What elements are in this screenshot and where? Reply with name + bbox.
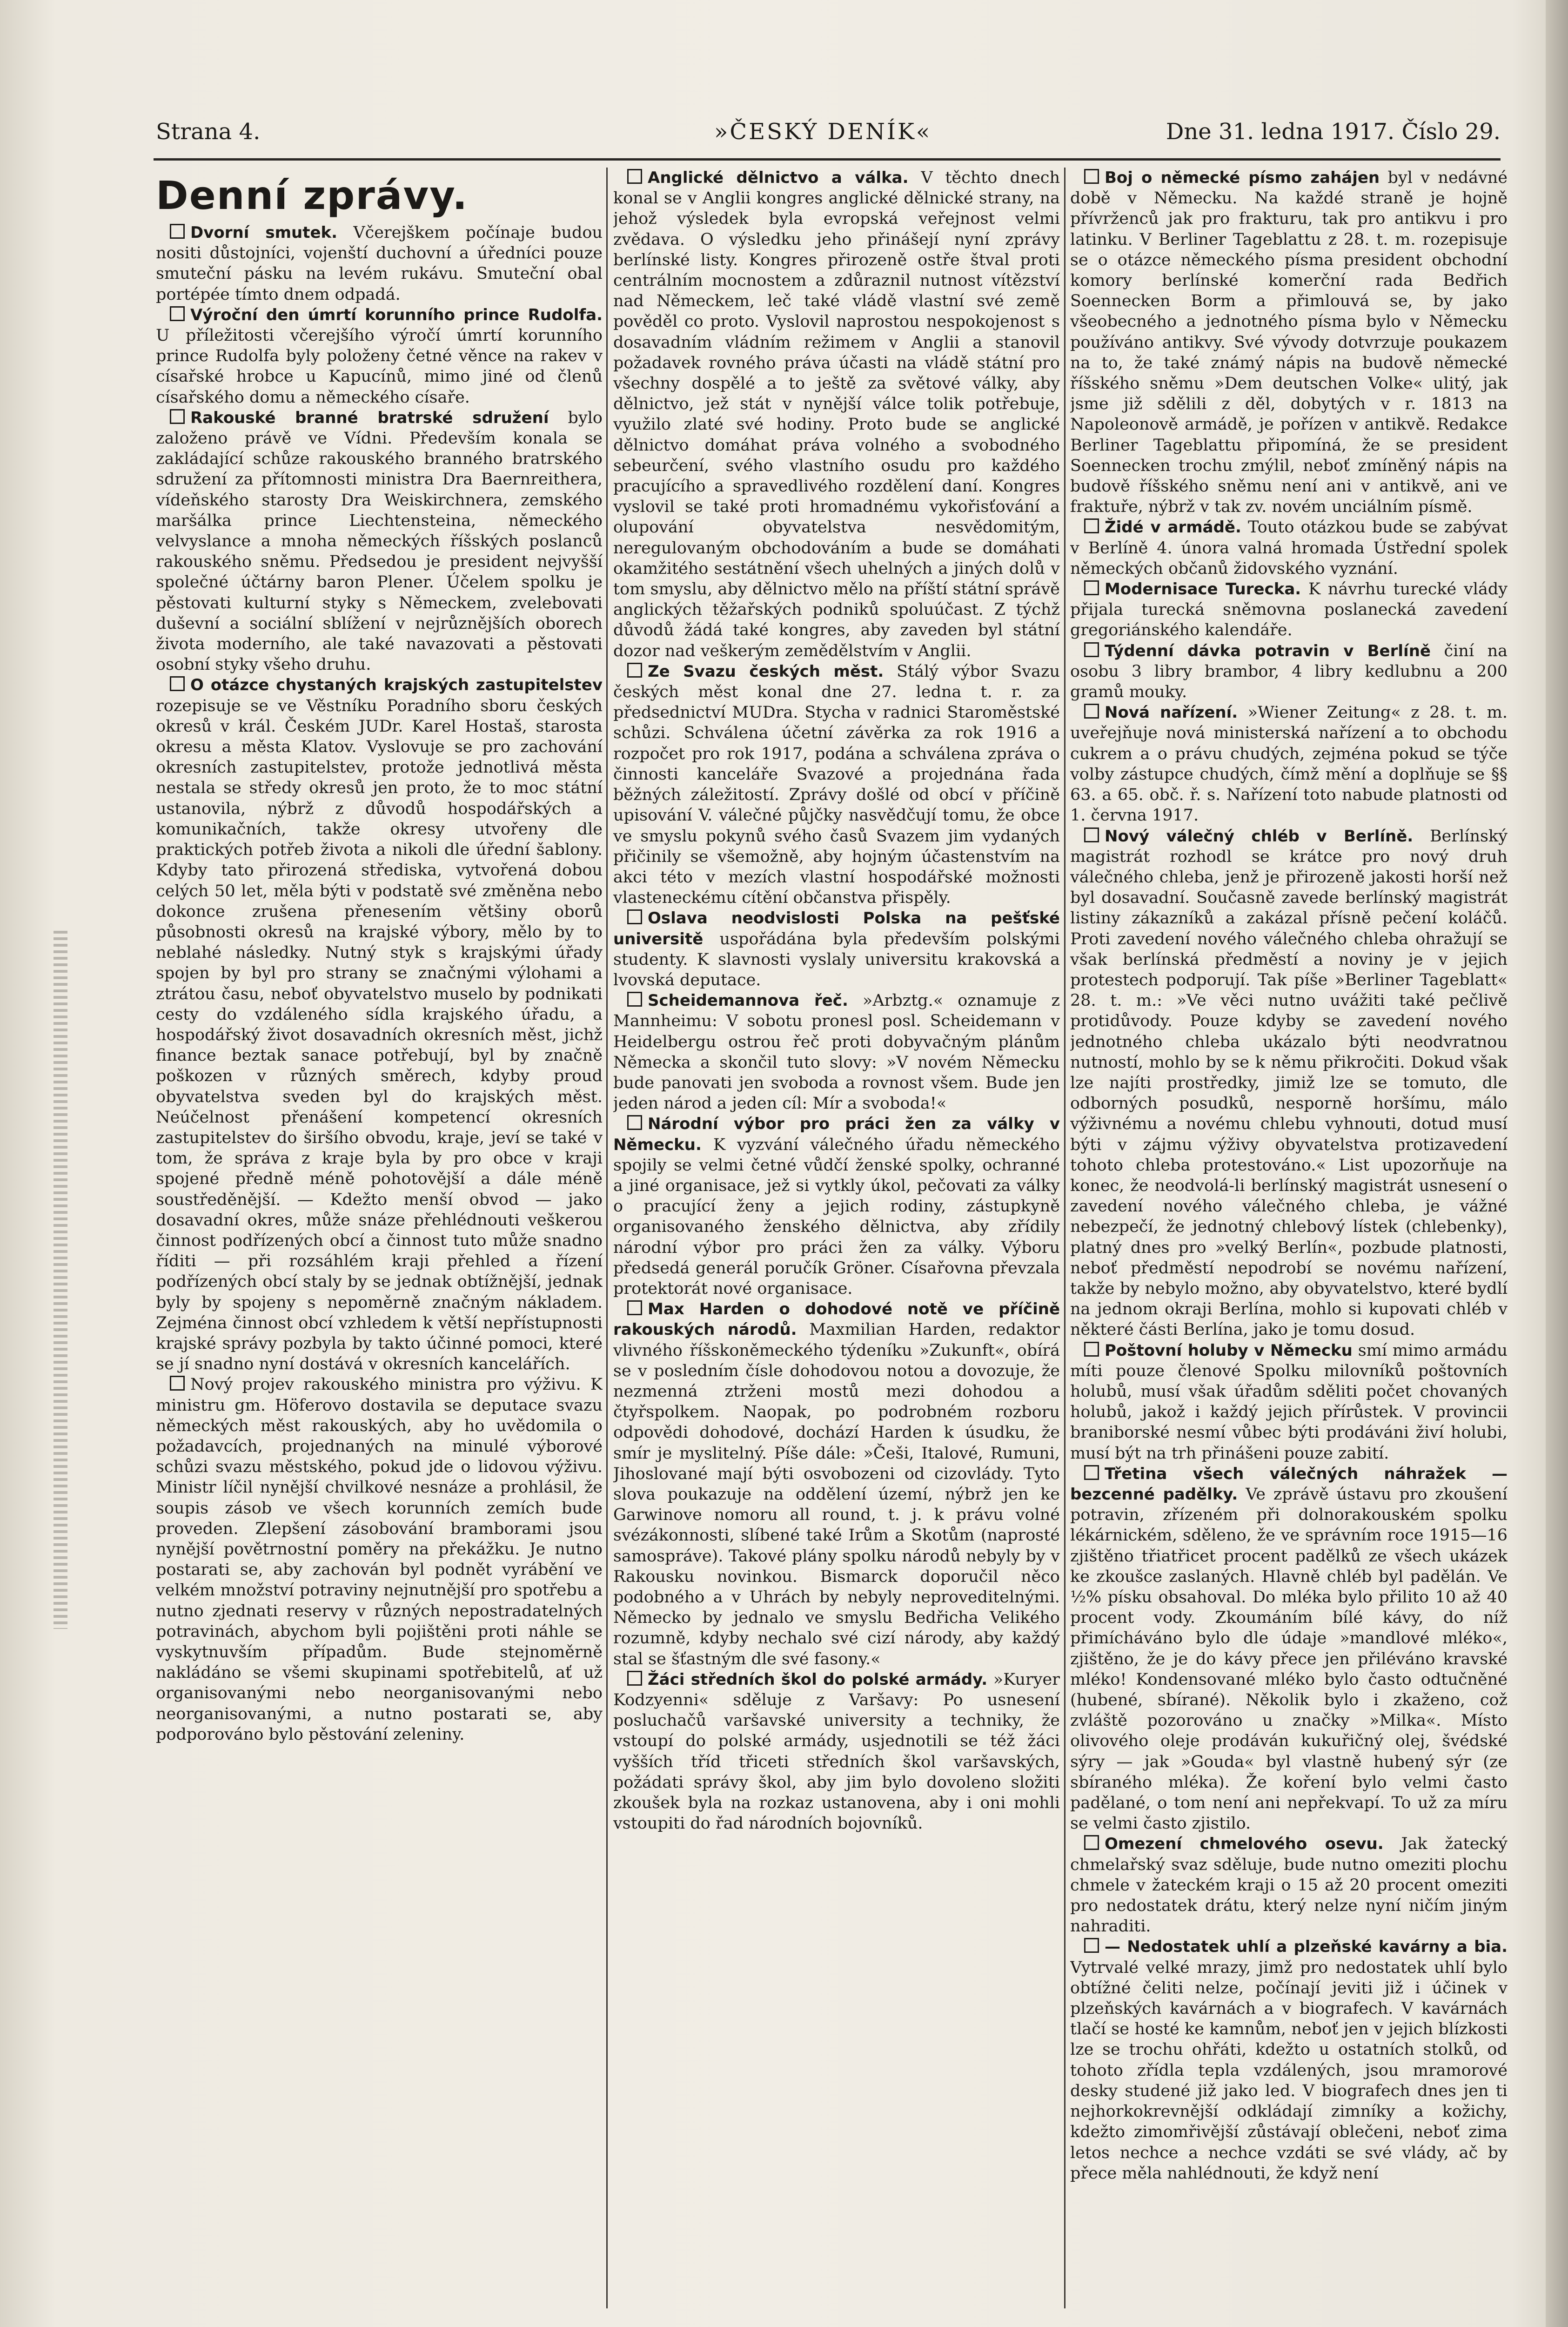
article-item xyxy=(1070,1464,1508,1834)
article-title: Nový válečný chléb v Berlíně. xyxy=(1105,827,1414,846)
article-item xyxy=(1070,826,1508,1340)
article-item xyxy=(156,675,603,1374)
article-title: Boj o německé písmo zahájen xyxy=(1105,168,1380,187)
page-edge-damage xyxy=(54,931,67,1629)
article-title: Třetina všech válečných náhražek — bezcenné padělky. xyxy=(1070,1464,1508,1504)
article-text: činí na osobu 3 libry brambor, 4 libry kedlubnu a 200 gramů mouky. xyxy=(1070,641,1508,702)
article-text: U příležitosti včerejšího výročí úmrtí korunního prince Rudolfa byly položeny četné věnce na rakev v císařské hrobce u Kapucínů, mimo jiné od členů císařského domu a německého císaře. xyxy=(156,326,603,407)
article-title: Rakouské branné bratrské sdružení xyxy=(190,408,549,427)
article-text: »Wiener Zeitung« z 28. t. m. uveřejňuje nová ministerská nařízení a to obchodu cukrem a o právu chudých, zejména pokud se týče volby zástupce chudých, čímž mění a doplňuje se §§ 63. a 65. obč. ř. s. Nařízení toto nabude platnosti od 1. června 1917. xyxy=(1070,703,1508,825)
article-title: Nová nařízení. xyxy=(1105,703,1238,722)
article-text: Berlínský magistrát rozhodl se krátce pro nový druh válečného chleba, jenž je přirozeně jakosti horší než byl dosavadní. Současně zavede berlínský magistrát listiny zákazníků a zakázal přísně pečení koláčů. Proti zavedení nového válečného chleba ohražují se však berlínská předměstí a noviny je v jejich protestech podporují. Tak píše »Berliner Tageblatt« 28. t. m.: »Ve věci nutno uvážiti také pečlivě protidůvody. Pouze kdyby se zavedení nového jednotného chleba ukázalo býti neodvratnou nutností, mohlo by se k němu přikročiti. Dokud však lze najíti prostředky, jimiž lze se tomuto, dle odborných posudků, nesporně horšímu, málo výživnému a novému chlebu vyhnouti, dotud musí býti v zájmu výživy obyvatelstva protizavedení tohoto chleba protestováno.« List upozorňuje na konec, že neodvolá-li berlínský magistrát usnesení o zavedení nového válečného chleba, je vážné nebezpečí, že jednotný chlebový lístek (chlebenky), platný dnes pro »velký Berlín«, pozbude platnosti, neboť předměstí nepodrobí se novému nařízení, takže by nebylo možno, aby obyvatelstvo, které bydlí na jednom okraji Berlína, mohlo si kupovati chléb v některé části Berlína, jako je tomu dosud. xyxy=(1070,827,1508,1339)
article-text: Nový projev rakouského ministra pro výživu. K ministru gm. Höferovo dostavila se deputace svazu německých měst rakouských, aby ho uvědomila o požadavcích, projednaných na minulé výborové schůzi svazu městského, pokud jde o lidovou výživu. Ministr líčil nynější chvilkové nesnáze a prohlásil, že soupis zásob ve všech korunních zemích bude proveden. Zlepšení zásobování bramborami jsou nynější povětrnostní poměry na překážku. Je nutno postarati se, aby zachován byl podnět vyrábění ve velkém množství potraviny nejnutnější pro spotřebu a nutno zjednati reservy v různých nepostradatelných potravinách, abychom byli pojištěni proti náhle se vyskytnuvším případům. Bude stejnoměrně nakládáno se všemi skupinami spotřebitelů, ať už organisovanými nebo neorganisovanými nebo neorganisovanými, a nutno postarati se, aby podporováno bylo pěstování zeleniny. xyxy=(156,1375,603,1744)
bullet-box-icon xyxy=(627,1671,642,1686)
article-item xyxy=(156,305,603,408)
bullet-box-icon xyxy=(627,663,642,678)
article-text: Vytrvalé velké mrazy, jimž pro nedostatek uhlí bylo obtížné čeliti nelze, počínají jeviti již i účinek v plzeňských kavárnách a v biografech. V kavárnách tlačí se hosté ke kamnům, neboť jen v jejich blízkosti lze se trochu ohřáti, kdežto u ostatních stolků, od tohoto zřídla tepla vzdálených, jsou mramorové desky studené již jako led. V biografech dnes jen ti nejhorkokrevnější odkládají zimníky a kožichy, kdežto zimomřivější zůstávají oblečeni, neboť zima letos nechce a nechce vzdáti se své vlády, ač by přece měla nahlédnouti, že když není xyxy=(1070,1958,1508,2183)
article-item xyxy=(1070,579,1508,641)
bullet-box-icon xyxy=(1084,1342,1099,1357)
header-rule xyxy=(154,158,1501,161)
article-item xyxy=(1070,702,1508,826)
bullet-box-icon xyxy=(170,224,185,239)
article-title: Výroční den úmrtí korunního prince Rudolfa. xyxy=(190,305,603,324)
article-text: smí mimo armádu míti pouze členové Spolku milovníků poštovních holubů, musí však úřadům sděliti počet chovaných holubů, jakož i každý jejich přírůstek. V provincii braniborské nesmí vůbec býti prodáváni živí holubi, musí být na trh přinášeni pouze zabití. xyxy=(1070,1341,1508,1463)
bullet-box-icon xyxy=(1084,1938,1099,1953)
article-item xyxy=(1070,1340,1508,1464)
article-title: Max Harden o dohodové notě ve příčině rakouských národů. xyxy=(613,1300,1060,1339)
article-title: — Nedostatek uhlí a plzeňské kavárny a bia. xyxy=(1105,1937,1508,1957)
article-text: Ve zprávě ústavu pro zkoušení potravin, zřízeném při dolnorakouském spolku lékárnickém, sděleno, že ve správním roce 1915—16 zjištěno třiatřicet procent padělků ze všech ukázek ke zkoušce zaslaných. Hlavně chléb byl padělán. Ve ½% písku obsahoval. Do mléka bylo přilito 10 až 40 procent vody. Zkoumáním bílé kávy, do níž přimícháváno bylo dle údaje »mandlové mléko«, zjištěno, že je do kávy přece jen přiléváno kravské mléko! Kondensované mléko bylo často odtučněné (hubené, sbírané). Několik bylo i zkaženo, což zvláště pozorováno u značky »Milka«. Místo olivového oleje prodáván kukuřičný olej, švédské sýry — jak »Gouda« byl vlastně hubený sýr (ze sbíraného mléka). Že koření bylo velmi často padělané, o tom není ani nepřekvapí. To už za míru se velmi často zjistilo. xyxy=(1070,1485,1508,1833)
article-title: Ze Svazu českých měst. xyxy=(648,662,884,681)
article-title: Poštovní holuby v Německu xyxy=(1105,1341,1353,1360)
article-item xyxy=(613,1669,1060,1834)
bullet-box-icon xyxy=(170,306,185,321)
article-text: K vyzvání válečného úřadu německého spojily se velmi četné vůdčí ženské spolky, ochranné a jiné organisace, jež si vytkly úkol, pečovati za války o pracující ženy a jejich rodiny, zástupkyně organisovaného ženského dělnictva, aby zřídily národní výbor pro práci žen za války. Výboru předsedá generál poručík Gröner. Císařovna převzala protektorát nové organisace. xyxy=(613,1135,1060,1298)
article-item xyxy=(156,408,603,675)
bullet-box-icon xyxy=(1084,827,1099,842)
page-number: Strana 4. xyxy=(156,119,261,145)
bullet-box-icon xyxy=(1084,1465,1099,1480)
article-text: Jak žatecký chmelařský svaz sděluje, bude nutno omeziti plochu chmele v žateckém kraji o 15 až 20 procent omeziti pro nedostatek drátu, který nelze nyní ničím jiným nahraditi. xyxy=(1070,1835,1508,1936)
article-title: Národní výbor pro práci žen za války v Německu. xyxy=(613,1115,1060,1154)
article-title: Modernisace Turecka. xyxy=(1105,580,1301,599)
article-item xyxy=(1070,641,1508,703)
article-item xyxy=(1070,1937,1508,2183)
article-text: byl v nedávné době v Německu. Na každé straně je hojně přívrženců jak pro frakturu, tak pro antikvu i pro latinku. V Berliner Tageblattu z 28. t. m. rozepisuje se o otázce německého písma president obchodní komory berlínské komerční rada Bedřich Soennecken Borm a přimlouvá se, by jako všeobecného a jednotného písma bylo v Německu používáno antikvy. Své vývody dotvrzuje poukazem na to, že také známý nápis na budově německé říšského sněmu »Dem deutschen Volke« ulitý, jak jsme již sdělili z děl, dobytých v r. 1813 na Napoleonově armádě, je pořízen v antikvě. Redakce Berliner Tageblattu připomíná, že se president Soennecken trochu zmýlil, neboť zmíněný nápis na budově říšského sněmu není ani v antikvě, ani ve fraktuře, nýbrž v tak zv. novém unciálním písmě. xyxy=(1070,168,1508,517)
bullet-box-icon xyxy=(1084,1835,1099,1850)
article-text: Touto otázkou bude se zabývat v Berlíně 4. února valná hromada Ústřední spolek německých občanů židovského vyznání. xyxy=(1070,518,1508,578)
article-title: Omezení chmelového osevu. xyxy=(1105,1835,1384,1854)
article-text: V těchto dnech konal se v Anglii kongres anglické dělnické strany, na jehož výsledek byla evropská veřejnost velmi zvědava. O výsledku jeho přinášejí nyní zprávy berlínské listy. Kongres přirozeně ostře štval proti centrálním mocnostem a zdůraznil nutnost vítězství nad Německem, leč také vládě vlastní své země pověděl co proto. Vyslovil naprostou nespokojenost s dosavadním vládním režimem v Anglii a stanovil požadavek rovného práva účasti na vládě státní pro všechny dospělé a to ještě za světové války, aby dělnictvo, jež stát v nynější válce tolik potřebuje, využilo zlaté své hodiny. Proto bude se anglické dělnictvo domáhat práva volného a svobodného sebeurčení, svého vlastního osudu pro každého pracujícího a spravedlivého rozdělení daní. Kongres vyslovil se také proti hromadnému vykořisťování a olupování obyvatelstva nesvědomitým, neregulovaným obchodováním a bude se domáhati okamžitého sestátnění všech uhelných a jiných dolů v tom smyslu, aby dělnictvo mělo na příští státní správě anglických těžařských podniků spoluúčast. Z týchž důvodů žádá také kongres, aby zaveden byl státní dozor nad veškerým zemědělstvím v Anglii. xyxy=(613,168,1060,660)
article-title: Týdenní dávka potravin v Berlíně xyxy=(1105,641,1431,660)
bullet-box-icon xyxy=(1084,169,1099,184)
bullet-box-icon xyxy=(1084,580,1099,595)
article-text: bylo založeno právě ve Vídni. Především konala se zakládající schůze rakouského branného bratrského sdružení za přítomnosti ministra Dra Baernreithera, vídeňského starosty Dra Weiskirchnera, zemského maršálka prince Liechtensteina, německého velvyslance a mnoha německých říšských poslanců rakouského sněmu. Předsedou je president nejvyšší společné účtárny baron Plener. Účelem spolku je pěstovati kulturní styky s Německem, zvelebovati duševní a sociální sblížení v nejrůznějších oborech života moderního, ale také navazovati a pěstovati osobní styky všeho druhu. xyxy=(156,408,603,674)
article-text: rozepisuje se ve Věstníku Poradního sboru českých okresů v král. Českém JUDr. Karel Hostaš, starosta okresu a města Klatov. Vyslovuje se pro zachování okresních zastupitelstev, protože jednotlivá města nestala se středy okresů jen proto, že to moc státní ustanovila, nýbrž z důvodů hospodářských a komunikačních, takže okresy utvořeny dle praktických potřeb života a nikoli dle úřední šablony. Kdyby tato přirozená střediska, vytvořená dobou celých 50 let, měla býti v podstatě své změněna nebo dokonce zrušena přenesením většiny oborů působnosti okresů na krajské výbory, mělo by to neblahé následky. Nutný styk s krajskými úřady spojen by byl pro strany se značnými výlohami a ztrátou času, neboť obyvatelstvo muselo by podnikati cesty do vzdáleného sídla krajského úřadu, a hospodářský život dosavadních okresních měst, jichž finance beztak sanace potřebují, byl by značně poškozen v různých směrech, kdyby proud obyvatelstva sveden byl do krajských měst. Neúčelnost přenášení kompetencí okresních zastupitelstev do širšího obvodu, kraje, jeví se také v tom, že správa z kraje byla by pro obce v kraji spojené předně méně pohotovější a dále méně soustředěnější. — Kdežto menší obvod — jako dosavadní okres, může snáze přehlédnouti veškerou činnost podřízených obcí a činnost tuto může snadno říditi — při rozsáhlém kraji přehled a řízení podřízených obcí staly by se jednak obtížnější, jednak byly by spojeny s nepoměrně značným nákladem. Zejména činnost obcí vzhledem k větší nepřístupnosti krajské správy pozbyla by takto účinné pomoci, které se jí snadno nyní dostává v okresních kancelářích. xyxy=(156,696,603,1374)
article-title: Dvorní smutek. xyxy=(190,223,338,242)
newspaper-title: »ČESKÝ DENÍK« xyxy=(714,119,932,145)
article-item xyxy=(613,168,1060,661)
section-title: Denní zprávy. xyxy=(156,173,469,218)
column-divider-1 xyxy=(606,168,608,2308)
article-text: Včerejškem počínaje budou nositi důstojníci, vojenští duchovní a úředníci pouze smuteční pásku na levém rukávu. Smuteční obal portépée tímto dnem odpadá. xyxy=(156,223,603,304)
article-item xyxy=(613,1299,1060,1669)
article-title: Scheidemannova řeč. xyxy=(648,991,848,1010)
article-text: Maxmilian Harden, redaktor vlivného říšskoněmeckého týdeníku »Zukunft«, obírá se v posledním čísle dohodovou notou a dovozuje, že nezmenná ztrženi mostů mezi dohodou a čtyřspolkem. Naopak, po podrobném rozboru odpovědi dohodové, dochází Harden k úsudku, že smír je myslitelný. Píše dále: »Češi, Italové, Rumuni, Jihoslované mají býti osvobozeni od cizovlády. Tyto slova poukazuje na oddělení území, nýbrž jen ke Garwinove nomoru all round, t. j. k právu volné svézákonnosti, slíbené také Irům a Skotům (naprosté samospráve). Takové plány spolku národů nebyly by v Rakousku novinkou. Bismarck doporučil něco podobného a v Uhrách by nebyly neproveditelnými. Německo by jednalo ve smyslu Bedřicha Velikého rozumně, kdyby nechalo své cizí národy, aby každý stal se šťastným dle své fasony.« xyxy=(613,1320,1060,1668)
article-text: »Kuryer Kodzyenni« sděluje z Varšavy: Po usnesení posluchačů varšavské university a techniky, že vstoupí do polské armády, usjednotili se též žáci vyšších tříd třiceti středních škol varšavských, požádati správy škol, aby jim bylo dovoleno složiti zkoušek byla na rozkaz ustanovena, aby i oni mohli vstoupiti do řad národních bojovníků. xyxy=(613,1670,1060,1833)
article-item xyxy=(613,908,1060,990)
article-text: K návrhu turecké vlády přijala turecká sněmovna poslanecká zavedení gregoriánského kalendáře. xyxy=(1070,580,1508,640)
bullet-box-icon xyxy=(627,1115,642,1130)
article-text: Stálý výbor Svazu českých měst konal dne 27. ledna t. r. za předsednictví MUDra. Stycha v radnici Staroměstské schůzi. Schválena účetní závěrka za rok 1916 a rozpočet pro rok 1917, podána a schválena zpráva o činnosti kanceláře Svazové a projednána řada běžných záležitostí. Zprávy došlé od obcí v příčině upisování V. válečné půjčky nasvědčují tomu, že obce ve smyslu pokynů svého časů Svazem jim vydaných přičinily se všemožně, aby hojným účastenstvím na akci této v mezích vlastní hospodářské možnosti vlasteneckému cítění občanstva přispěly. xyxy=(613,662,1060,908)
column-3 xyxy=(1070,168,1508,2318)
column-1-articles xyxy=(156,222,603,1745)
article-text: »Arbztg.« oznamuje z Mannheimu: V sobotu pronesl posl. Scheidemann v Heidelbergu ostrou řeč proti dobyvačným plánům Německa a skončil tuto slovy: »V novém Německu bude panovati jen svoboda a rovnost všem. Bude jen jeden národ a jeden cíl: Mír a svoboda!« xyxy=(613,991,1060,1113)
article-item xyxy=(613,1114,1060,1299)
article-item xyxy=(1070,517,1508,579)
article-item xyxy=(156,1374,603,1745)
bullet-box-icon xyxy=(170,1376,185,1391)
bullet-box-icon xyxy=(627,169,642,184)
page-edge-shadow xyxy=(1546,0,1568,2327)
article-text: uspořádána byla především polskými studenty. K slavnosti vyslaly universitu krakovská a lvovská deputace. xyxy=(613,929,1060,989)
article-item xyxy=(613,661,1060,908)
bullet-box-icon xyxy=(627,992,642,1007)
article-item xyxy=(156,222,603,305)
column-1 xyxy=(156,168,603,2318)
bullet-box-icon xyxy=(627,1300,642,1315)
article-title: Židé v armádě. xyxy=(1105,518,1241,537)
bullet-box-icon xyxy=(1084,642,1099,657)
article-item xyxy=(1070,168,1508,517)
column-3-articles xyxy=(1070,168,1508,2184)
bullet-box-icon xyxy=(170,409,185,424)
column-2-articles xyxy=(613,168,1060,1834)
bullet-box-icon xyxy=(627,909,642,924)
article-item xyxy=(613,990,1060,1114)
article-title: Anglické dělnictvo a válka. xyxy=(648,168,909,187)
article-title: Žáci středních škol do polské armády. xyxy=(648,1670,988,1689)
issue-date: Dne 31. ledna 1917. Číslo 29. xyxy=(1166,119,1501,145)
article-title: O otázce chystaných krajských zastupitelstev xyxy=(190,676,603,695)
page-header xyxy=(156,119,1501,156)
article-item xyxy=(1070,1834,1508,1937)
article-title: Oslava neodvislosti Polska na pešťské universitě xyxy=(613,909,1060,948)
bullet-box-icon xyxy=(1084,518,1099,533)
bullet-box-icon xyxy=(170,676,185,691)
bullet-box-icon xyxy=(1084,704,1099,719)
column-divider-2 xyxy=(1064,168,1065,2308)
column-2 xyxy=(613,168,1060,2318)
